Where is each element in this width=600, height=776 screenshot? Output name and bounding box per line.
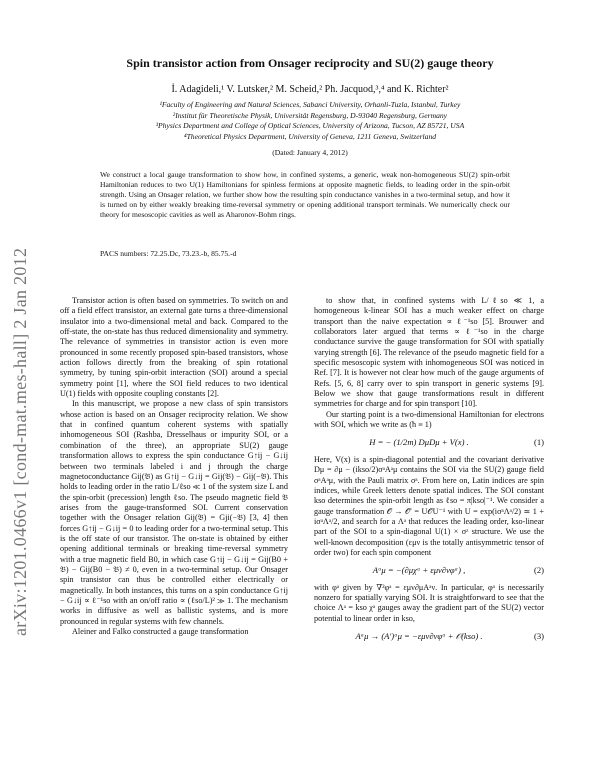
paragraph: Here, V(x) is a spin-diagonal potential and the covariant derivative Dμ = ∂μ − (ikso/2)σᵃAᵃμ contains the SOI via the SU(2) gauge field σᵃAᵃμ, with the Pauli matrix σᵃ. From here on, Latin indices are spin indices, while Greek letters denote spatial indices. The SOI constant kso determines the spin-orbit length as ℓso = π|kso|⁻¹. We consider a gauge transformation 𝒪 → 𝒪′ = U𝒪U⁻¹ with U = exp(iσᵃΛᵃ/2) ≃ 1 + iσᵃΛᵃ/2, and search for a Λᵃ that reduces the leading order, kso-linear part of the SOI to a spin-diagonal U(1) × σᶻ structure. We use the well-known decomposition (εμν is the totally antisymmetric tensor of order two) for each spin component — [314, 454, 544, 557]
equation-number: (3) — [533, 630, 544, 641]
paper-title: Spin transistor action from Onsager reciprocity and SU(2) gauge theory — [126, 56, 494, 70]
paragraph: with φᵃ given by ∇²φᵃ = εμν∂μAᵃν. In particular, φᵃ is necessarily nonzero for spatially varying SOI. It is straightforward to see that the choice Λᵃ = kso χᵃ gauges away the gradient part of the SU(2) vector potential to linear order in kso, — [314, 582, 544, 623]
equation-3 — [314, 631, 544, 641]
affiliations — [60, 100, 560, 142]
abstract: We construct a local gauge transformation to show how, in confined systems, a generic, weak non-homogeneous SU(2) spin-orbit Hamiltonian reduces to two U(1) Hamiltonians for spinless fermions at opposite magnetic fields, to leading order in the spin-orbit strength. Using an Onsager relation, we further show how the resulting spin conductance vanishes in a two-terminal setup, and how it is turned on by either weakly breaking time-reversal symmetry or opening additional transport terminals. We numerically check our theory for mesoscopic cavities as well as Aharonov-Bohm rings. — [100, 170, 510, 219]
paragraph: to show that, in confined systems with L/ℓso ≪ 1, a homogeneous k-linear SOI has a much weaker effect on charge transport than the naive expectation ∝ ℓ⁻¹so [5]. Brouwer and collaborators later argued that terms ∝ ℓ⁻¹so in the charge conductance survive the gauge transformation for SOI with spatially varying strength [6]. The relevance of the pseudo magnetic field for a specific mesoscopic system with inhomogeneous SOI was noticed in Ref. [7]. It is however not clear how much of the gauge arguments of Refs. [5, 6, 8] carry over to spin transport in generic systems [9]. Below we show that gauge transformations result in different symmetries for charge and for spin transport [10]. — [314, 296, 544, 409]
pacs-numbers: PACS numbers: 72.25.Dc, 73.23.-b, 85.75.-d — [100, 249, 237, 258]
equation-body: Aᵃμ → (A′)ᵃμ = −εμν∂νφᵃ + 𝒪(kso) . — [355, 630, 483, 641]
equation-number: (2) — [533, 565, 544, 576]
affiliation-3: ³Physics Department and College of Optical Sciences, University of Arizona, Tucson, AZ 85721, USA — [155, 121, 465, 131]
paragraph: Our starting point is a two-dimensional Hamiltonian for electrons with SOI, which we write as (ħ ≡ 1) — [314, 409, 544, 430]
paragraph: In this manuscript, we propose a new class of spin transistors whose action is based on an Onsager reciprocity relation. We show that in confined quantum coherent systems with spatially inhomogeneous SOI (Rashba, Dresselhaus or impurity SOI, or a combination of the three), an appropriate SU(2) gauge transformation allows to express the spin conductance G↑ij − G↓ij between two terminals labeled i and j through the charge magnetoconductance Gij(𝔅) as G↑ij − G↓ij = Gij(𝔅) − Gij(−𝔅). This holds to leading order in the ratio L/ℓso ≪ 1 of the system size L and the spin-orbit (precession) length ℓso. The pseudo magnetic field 𝔅 arises from the gauge-transformed SOI. Current conservation together with the Onsager relation Gij(𝔅) = Gji(−𝔅) [3, 4] then forces G↑ij − G↓ij = 0 to leading order for a two-terminal setup. This is the off state of our transistor. The on-state is obtained by either opening additional terminals or breaking time-reversal symmetry with a true magnetic field B0, in which case G↑ij − G↓ij = Gij(B0 + 𝔅) − Gij(B0 − 𝔅) ≠ 0, even in a two-terminal setup. Our Onsager spin transistor can thus be controlled either electrically or magnetically. In both instances, this turns on a spin conductance G↑ij − G↓ij ∝ ℓ⁻¹so with an on/off ratio ∝ (ℓso/L)² ≫ 1. The mechanism works in diffusive as well as ballistic systems, and is more pronounced in regular systems with few channels. — [60, 399, 288, 626]
arxiv-stamp: arXiv:1201.0466v1 [cond-mat.mes-hall] 2 Jan 2012 — [10, 247, 30, 636]
left-column — [60, 296, 288, 637]
author-list: İ. Adagideli,¹ V. Lutsker,² M. Scheid,² Ph. Jacquod,³,⁴ and K. Richter² — [171, 84, 449, 95]
paragraph: Aleiner and Falko constructed a gauge transformation — [72, 627, 249, 636]
equation-2 — [314, 565, 544, 575]
paragraph: Transistor action is often based on symmetries. To switch on and off a field effect transistor, an external gate turns a three-dimensional insulator into a two-dimensional metal and back. Compared to the off-state, the on-state has thus reduced dimensionality and symmetry. The relevance of symmetries in transistor action is even more pronounced in some recently proposed spin-based transistors, whose action follows directly from the breaking of spin rotational symmetry, by tuning spin-orbit interaction (SOI) around a special symmetry point [1], where the SOI field reduces to two identical U(1) fields with opposite coupling constants [2]. — [60, 296, 288, 399]
equation-body: H = − (1/2m) DμDμ + V(x) . — [369, 437, 469, 448]
right-column — [314, 296, 544, 648]
equation-1 — [314, 437, 544, 447]
affiliation-1: ¹Faculty of Engineering and Natural Sciences, Sabanci University, Orhanli-Tuzla, Istanbul, Turkey — [159, 100, 461, 109]
dated-line: (Dated: January 4, 2012) — [272, 148, 348, 157]
affiliation-4: ⁴Theoretical Physics Department, University of Geneva, 1211 Geneva, Switzerland — [183, 131, 437, 141]
affiliation-2: ²Institut für Theoretische Physik, Universität Regensburg, D-93040 Regensburg, Germany — [172, 110, 448, 120]
equation-number: (1) — [533, 437, 544, 448]
equation-body: Aᵃμ = −(∂μχᵃ + εμν∂νφᵃ) , — [372, 565, 466, 576]
